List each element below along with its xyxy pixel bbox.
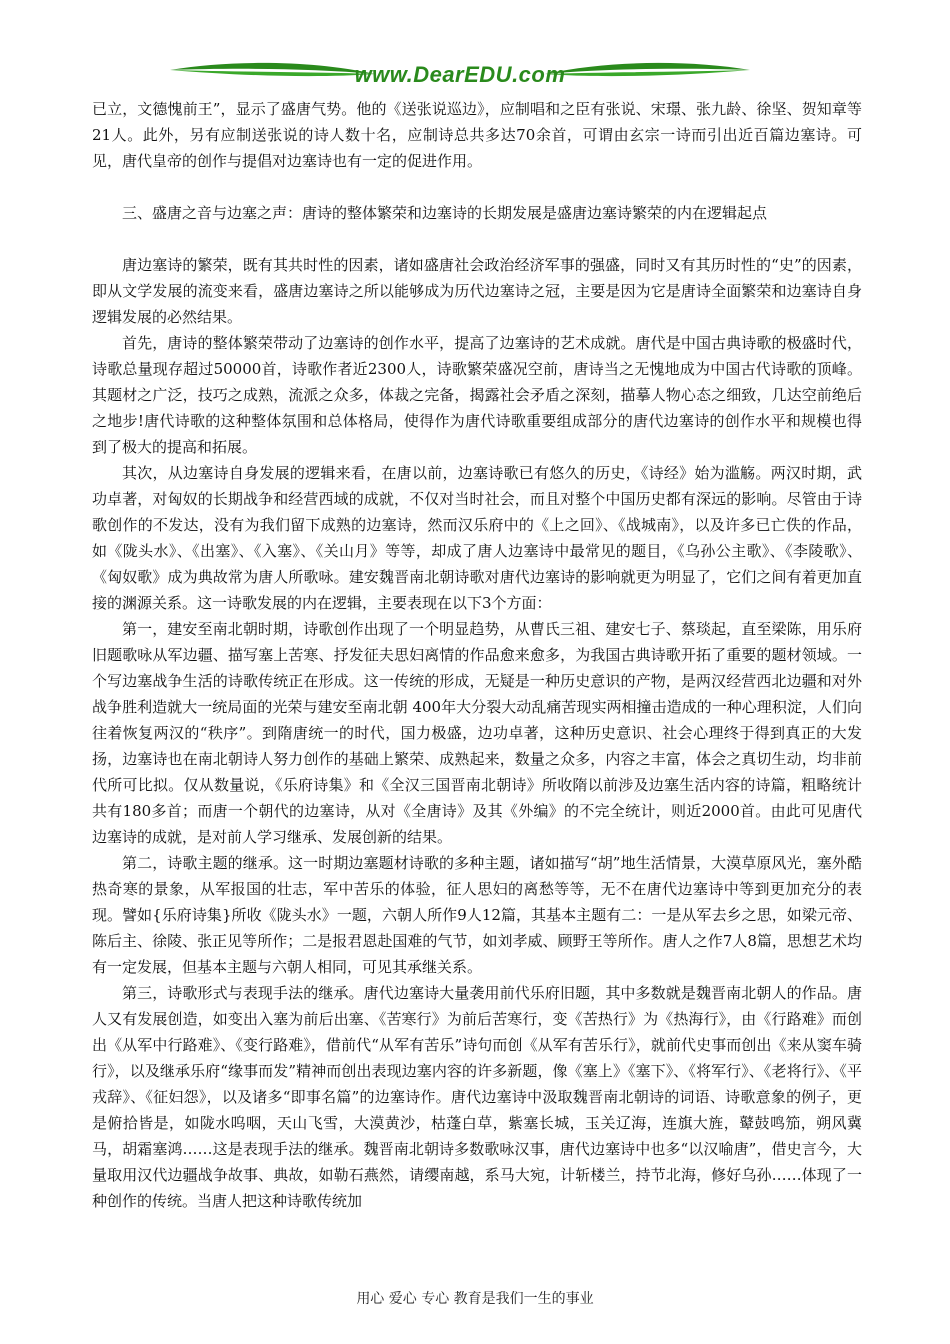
site-header	[170, 56, 750, 96]
paragraph: 第三，诗歌形式与表现手法的继承。唐代边塞诗大量袭用前代乐府旧题，其中多数就是魏晋南北朝人的作品。唐人又有发展创造，如变出入塞为前后出塞、《苦寒行》为前后苦寒行，变《苦热行》为《热海行》，由《行路难》而创出《从军中行路难》、《变行路难》，借前代“从军有苦乐”诗句而创《从军有苦乐行》，就前代史事而创出《来从窦车骑行》，以及继承乐府“缘事而发”精神而创出表现边塞内容的许多新题，像《塞上》《塞下》、《将军行》、《老将行》、《平戎辞》、《征妇怨》，以及诸多“即事名篇”的边塞诗作。唐代边塞诗中汲取魏晋南北朝诗的词语、诗歌意象的例子，更是俯拾皆是，如陇水呜咽，天山飞雪，大漠黄沙，枯蓬白草，紫塞长城，玉关辽海，连旗大旌，鼙鼓鸣笳，朔风冀马，胡霜塞鸿……这是表现手法的继承。魏晋南北朝诗多数歌咏汉事，唐代边塞诗中也多“以汉喻唐”，借史言今，大量取用汉代边疆战争故事、典故，如勒石燕然，请缨南越，系马大宛，计斩楼兰，持节北海，修好乌孙……体现了一种创作的传统。当唐人把这种诗歌传统加	[92, 984, 862, 1210]
paragraph: 首先，唐诗的整体繁荣带动了边塞诗的创作水平，提高了边塞诗的艺术成就。唐代是中国古典诗歌的极盛时代，诗歌总量现存超过50000首，诗歌作者近2300人，诗歌繁荣盛况空前，唐诗当之无愧地成为中国古代诗歌的顶峰。其题材之广泛，技巧之成熟，流派之众多，体裁之完备，揭露社会矛盾之深刻，描摹人物心态之细致，几达空前绝后之地步!唐代诗歌的这种整体氛围和总体格局，使得作为唐代诗歌重要组成部分的唐代边塞诗的创作水平和规模也得到了极大的提高和拓展。	[92, 334, 862, 456]
paragraph-continued: 已立，文德愧前王”，显示了盛唐气势。他的《送张说巡边》，应制唱和之臣有张说、宋璟、张九龄、徐坚、贺知章等21人。此外，另有应制送张说的诗人数十名，应制诗总共多达70余首，可谓由玄宗一诗而引出近百篇边塞诗。可见，唐代皇帝的创作与提倡对边塞诗也有一定的促进作用。	[92, 100, 862, 170]
site-logo-text[interactable]: www.DearEDU.com	[354, 62, 566, 87]
paragraph: 第一，建安至南北朝时期，诗歌创作出现了一个明显趋势，从曹氏三祖、建安七子、蔡琰起，直至梁陈，用乐府旧题歌咏从军边疆、描写塞上苦寒、抒发征夫思妇离情的作品愈来愈多，为我国古典诗歌开拓了重要的题材领域。一个写边塞战争生活的诗歌传统正在形成。这一传统的形成，无疑是一种历史意识的产物，是两汉经营西北边疆和对外战争胜利造就大一统局面的光荣与建安至南北朝 400年大分裂大动乱痛苦现实两相撞击造成的一种心理积淀，人们向往着恢复两汉的“秩序”。到隋唐统一的时代，国力极盛，边功卓著，这种历史意识、社会心理终于得到真正的大发扬，边塞诗也在南北朝诗人努力创作的基础上繁荣、成熟起来，数量之众多，内容之丰富，体会之真切生动，均非前代所可比拟。仅从数量说，《乐府诗集》和《全汉三国晋南北朝诗》所收隋以前涉及边塞生活内容的诗篇，粗略统计共有180多首；而唐一个朝代的边塞诗，从对《全唐诗》及其《外编》的不完全统计，则近2000首。由此可见唐代边塞诗的成就，是对前人学习继承、发展创新的结果。	[92, 620, 862, 846]
section-heading: 三、盛唐之音与边塞之声：唐诗的整体繁荣和边塞诗的长期发展是盛唐边塞诗繁荣的内在逻辑起点	[122, 204, 768, 222]
document-body	[92, 96, 862, 1214]
paragraph: 其次，从边塞诗自身发展的逻辑来看，在唐以前，边塞诗歌已有悠久的历史，《诗经》始为滥觞。两汉时期，武功卓著，对匈奴的长期战争和经营西域的成就，不仅对当时社会，而且对整个中国历史都有深远的影响。尽管由于诗歌创作的不发达，没有为我们留下成熟的边塞诗，然而汉乐府中的《上之回》、《战城南》，以及许多已亡佚的作品，如《陇头水》、《出塞》、《入塞》、《关山月》等等，却成了唐人边塞诗中最常见的题目，《乌孙公主歌》、《李陵歌》、《匈奴歌》成为典故常为唐人所歌咏。建安魏晋南北朝诗歌对唐代边塞诗的影响就更为明显了，它们之间有着更加直接的渊源关系。这一诗歌发展的内在逻辑，主要表现在以下3个方面：	[92, 464, 862, 612]
paragraph: 第二，诗歌主题的继承。这一时期边塞题材诗歌的多种主题，诸如描写“胡”地生活情景，大漠草原风光，塞外酷热奇寒的景象，从军报国的壮志，军中苦乐的体验，征人思妇的离愁等等，无不在唐代边塞诗中等到更加充分的表现。譬如{乐府诗集}所收《陇头水》一题，六朝人所作9人12篇，其基本主题有二：一是从军去乡之思，如梁元帝、陈后主、徐陵、张正见等所作；二是报君恩赴国难的气节，如刘孝威、顾野王等所作。唐人之作7人8篇，思想艺术均有一定发展，但基本主题与六朝人相同，可见其承继关系。	[92, 854, 862, 976]
page-footer: 用心 爱心 专心 教育是我们一生的事业	[356, 1291, 594, 1307]
paragraph: 唐边塞诗的繁荣，既有其共时性的因素，诸如盛唐社会政治经济军事的强盛，同时又有其历时性的“史”的因素，即从文学发展的流变来看，盛唐边塞诗之所以能够成为历代边塞诗之冠，主要是因为它是唐诗全面繁荣和边塞诗自身逻辑发展的必然结果。	[92, 256, 862, 326]
